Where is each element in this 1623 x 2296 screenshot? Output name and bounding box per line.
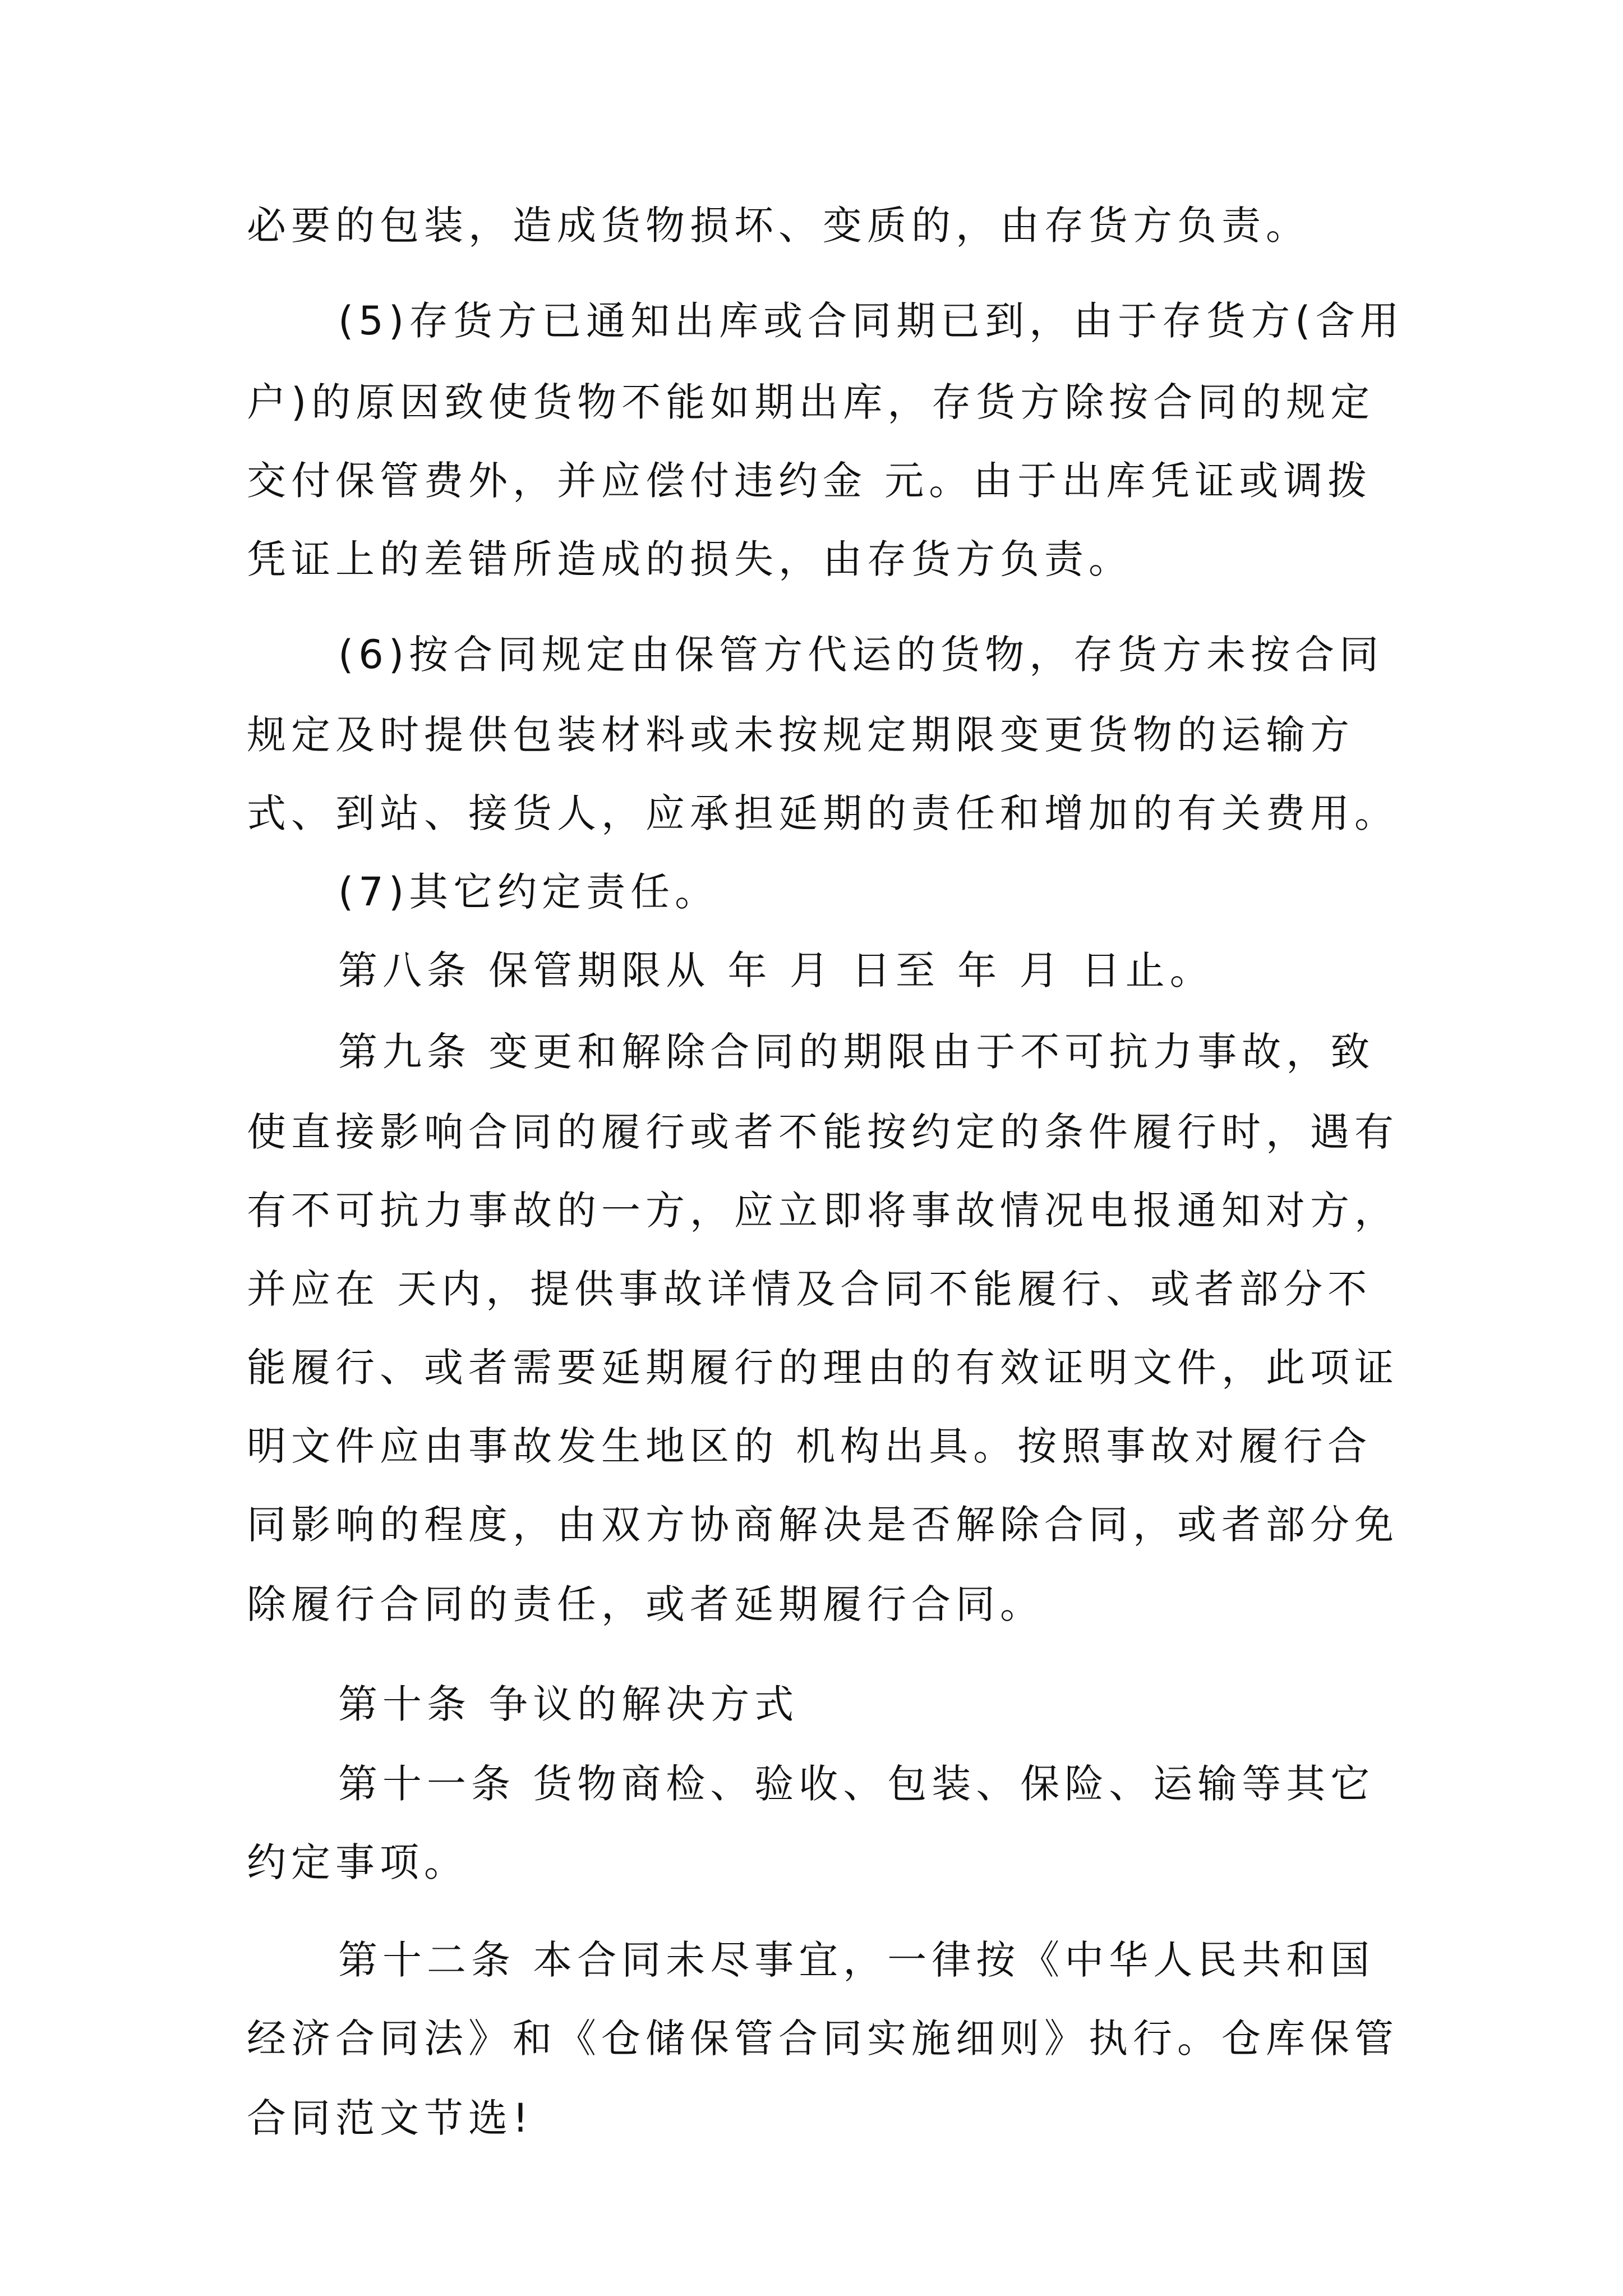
text-line: 第十二条 本合同未尽事宜，一律按《中华人民共和国	[338, 1937, 1375, 1983]
text-line: 第九条 变更和解除合同的期限由于不可抗力事故，致	[338, 1029, 1375, 1075]
text-line: 第八条 保管期限从 年 月 日至 年 月 日止。	[338, 947, 1214, 993]
text-line: 第十条 争议的解决方式	[338, 1681, 799, 1727]
text-line: 有不可抗力事故的一方，应立即将事故情况电报通知对方，	[247, 1188, 1399, 1234]
text-line: 约定事项。	[247, 1839, 468, 1885]
text-line: 必要的包装，造成货物损坏、变质的，由存货方负责。	[247, 203, 1310, 249]
text-line: 户)的原因致使货物不能如期出库，存货方除按合同的规定	[247, 379, 1375, 425]
text-line: 凭证上的差错所造成的损失，由存货方负责。	[247, 536, 1133, 582]
text-line: 使直接影响合同的履行或者不能按约定的条件履行时，遇有	[247, 1109, 1399, 1155]
text-line: 并应在 天内，提供事故详情及合同不能履行、或者部分不	[247, 1266, 1372, 1312]
text-line: 经济合同法》和《仓储保管合同实施细则》执行。仓库保管	[247, 2016, 1399, 2062]
text-line: 能履行、或者需要延期履行的理由的有效证明文件，此项证	[247, 1345, 1399, 1391]
text-line: 规定及时提供包装材料或未按规定期限变更货物的运输方	[247, 712, 1354, 758]
text-line: (7)其它约定责任。	[338, 869, 720, 915]
text-line: 明文件应由事故发生地区的 机构出具。按照事故对履行合	[247, 1423, 1372, 1469]
text-line: (6)按合同规定由保管方代运的货物，存货方未按合同	[338, 632, 1384, 678]
text-line: (5)存货方已通知出库或合同期已到，由于存货方(含用	[338, 298, 1404, 344]
text-line: 同影响的程度，由双方协商解决是否解除合同，或者部分免	[247, 1502, 1399, 1548]
text-line: 第十一条 货物商检、验收、包装、保险、运输等其它	[338, 1761, 1375, 1807]
text-line: 除履行合同的责任，或者延期履行合同。	[247, 1581, 1044, 1627]
text-line: 交付保管费外，并应偿付违约金 元。由于出库凭证或调拨	[247, 458, 1372, 504]
text-line: 式、到站、接货人，应承担延期的责任和增加的有关费用。	[247, 790, 1399, 836]
text-line: 合同范文节选!	[247, 2095, 534, 2141]
